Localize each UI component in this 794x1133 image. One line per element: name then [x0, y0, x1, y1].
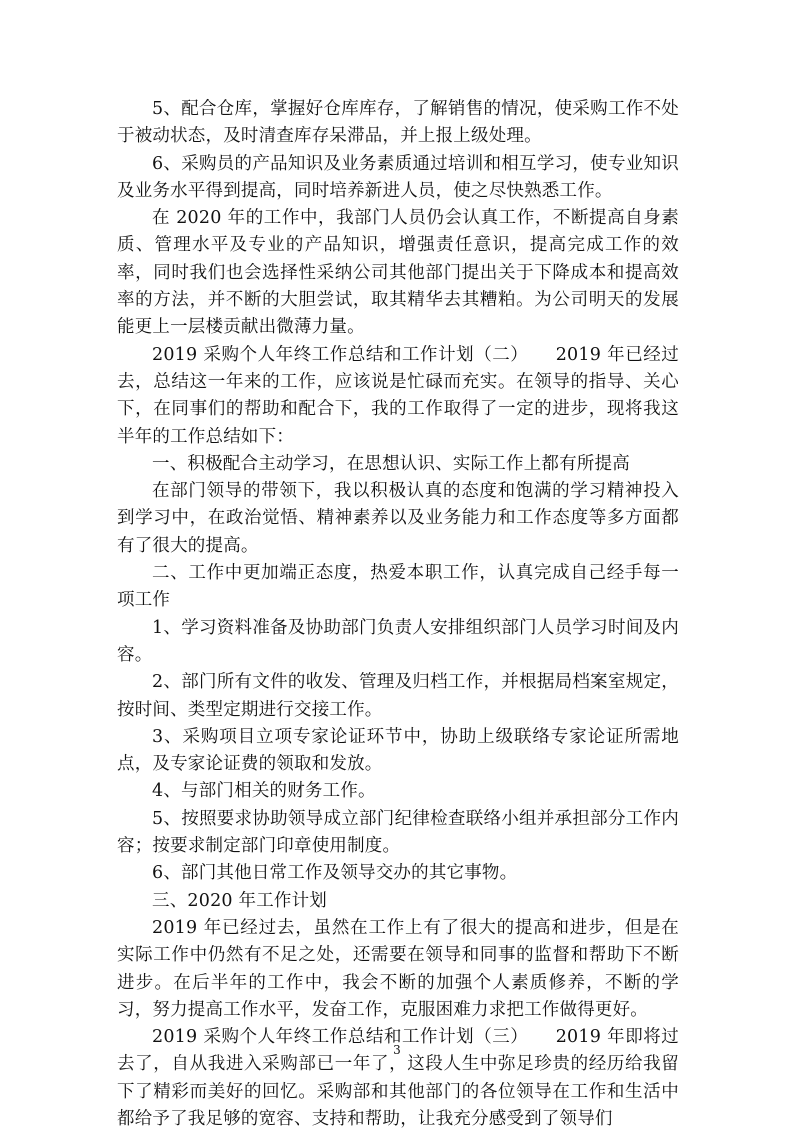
paragraph-2019-review: 2019 年已经过去，虽然在工作上有了很大的提高和进步，但是在实际工作中仍然有不足之处，还需要在领导和同事的监督和帮助下不断进步。在后半年的工作中，我会不断的加强个人素质修养，不断的学习，努力提高工作水平，发奋工作，克服困难力求把工作做得更好。 — [117, 917, 679, 1020]
list-item-5: 5、按照要求协助领导成立部门纪律检查联络小组并承担部分工作内容；按要求制定部门印章使用制度。 — [117, 808, 679, 857]
paragraph-item-5-warehouse: 5、配合仓库，掌握好仓库库存，了解销售的情况，使采购工作不处于被动状态，及时清查库存呆滞品，并上报上级处理。 — [117, 99, 679, 147]
section-heading-three: 三、2020 年工作计划 — [152, 890, 327, 911]
list-item-6: 6、部门其他日常工作及领导交办的其它事物。 — [152, 863, 518, 884]
list-item-1: 1、学习资料准备及协助部门负责人安排组织部门人员学习时间及内容。 — [117, 617, 679, 665]
list-item-3: 3、采购项目立项专家论证环节中，协助上级联络专家论证所需地点，及专家论证费的领取和发放。 — [117, 726, 679, 775]
document-body — [117, 96, 679, 1133]
paragraph-2020-plan-intro: 在 2020 年的工作中，我部门人员仍会认真工作，不断提高自身素质、管理水平及专业的产品知识，增强责任意识，提高完成工作的效率，同时我们也会选择性采纳公司其他部门提出关于下降成本和提高效率的方法，并不断的大胆尝试，取其精华去其糟粕。为公司明天的发展能更上一层楼贡献出微薄力量。 — [117, 208, 679, 338]
paragraph-study: 在部门领导的带领下，我以积极认真的态度和饱满的学习精神投入到学习中，在政治觉悟、精神素养以及业务能力和工作态度等多方面都有了很大的提高。 — [117, 481, 679, 556]
list-item-2: 2、部门所有文件的收发、管理及归档工作，并根据局档案室规定，按时间、类型定期进行交接工作。 — [117, 672, 679, 720]
paragraph-summary-part-two: 2019 采购个人年终工作总结和工作计划（二） 2019 年已经过去，总结这一年来的工作，应该说是忙碌而充实。在领导的指导、关心下，在同事们的帮助和配合下，我的工作取得了一定的进步，现将我这半年的工作总结如下： — [117, 344, 679, 447]
section-heading-one: 一、积极配合主动学习，在思想认识、实际工作上都有所提高 — [152, 453, 630, 474]
list-item-4: 4、与部门相关的财务工作。 — [152, 781, 376, 802]
paragraph-summary-part-three: 2019 采购个人年终工作总结和工作计划（三） 2019 年即将过去了，自从我进入采购部已一年了，这段人生中弥足珍贵的经历给我留下了精彩而美好的回忆。采购部和其他部门的各位领导在工作和生活中都给予了我足够的宽容、支持和帮助，让我充分感受到了领导们 — [117, 1027, 679, 1129]
page-number: 3 — [393, 1043, 401, 1057]
paragraph-item-6-training: 6、采购员的产品知识及业务素质通过培训和相互学习，使专业知识及业务水平得到提高，同时培养新进人员，使之尽快熟悉工作。 — [117, 153, 679, 201]
section-heading-two: 二、工作中更加端正态度，热爱本职工作，认真完成自己经手每一项工作 — [117, 563, 679, 611]
